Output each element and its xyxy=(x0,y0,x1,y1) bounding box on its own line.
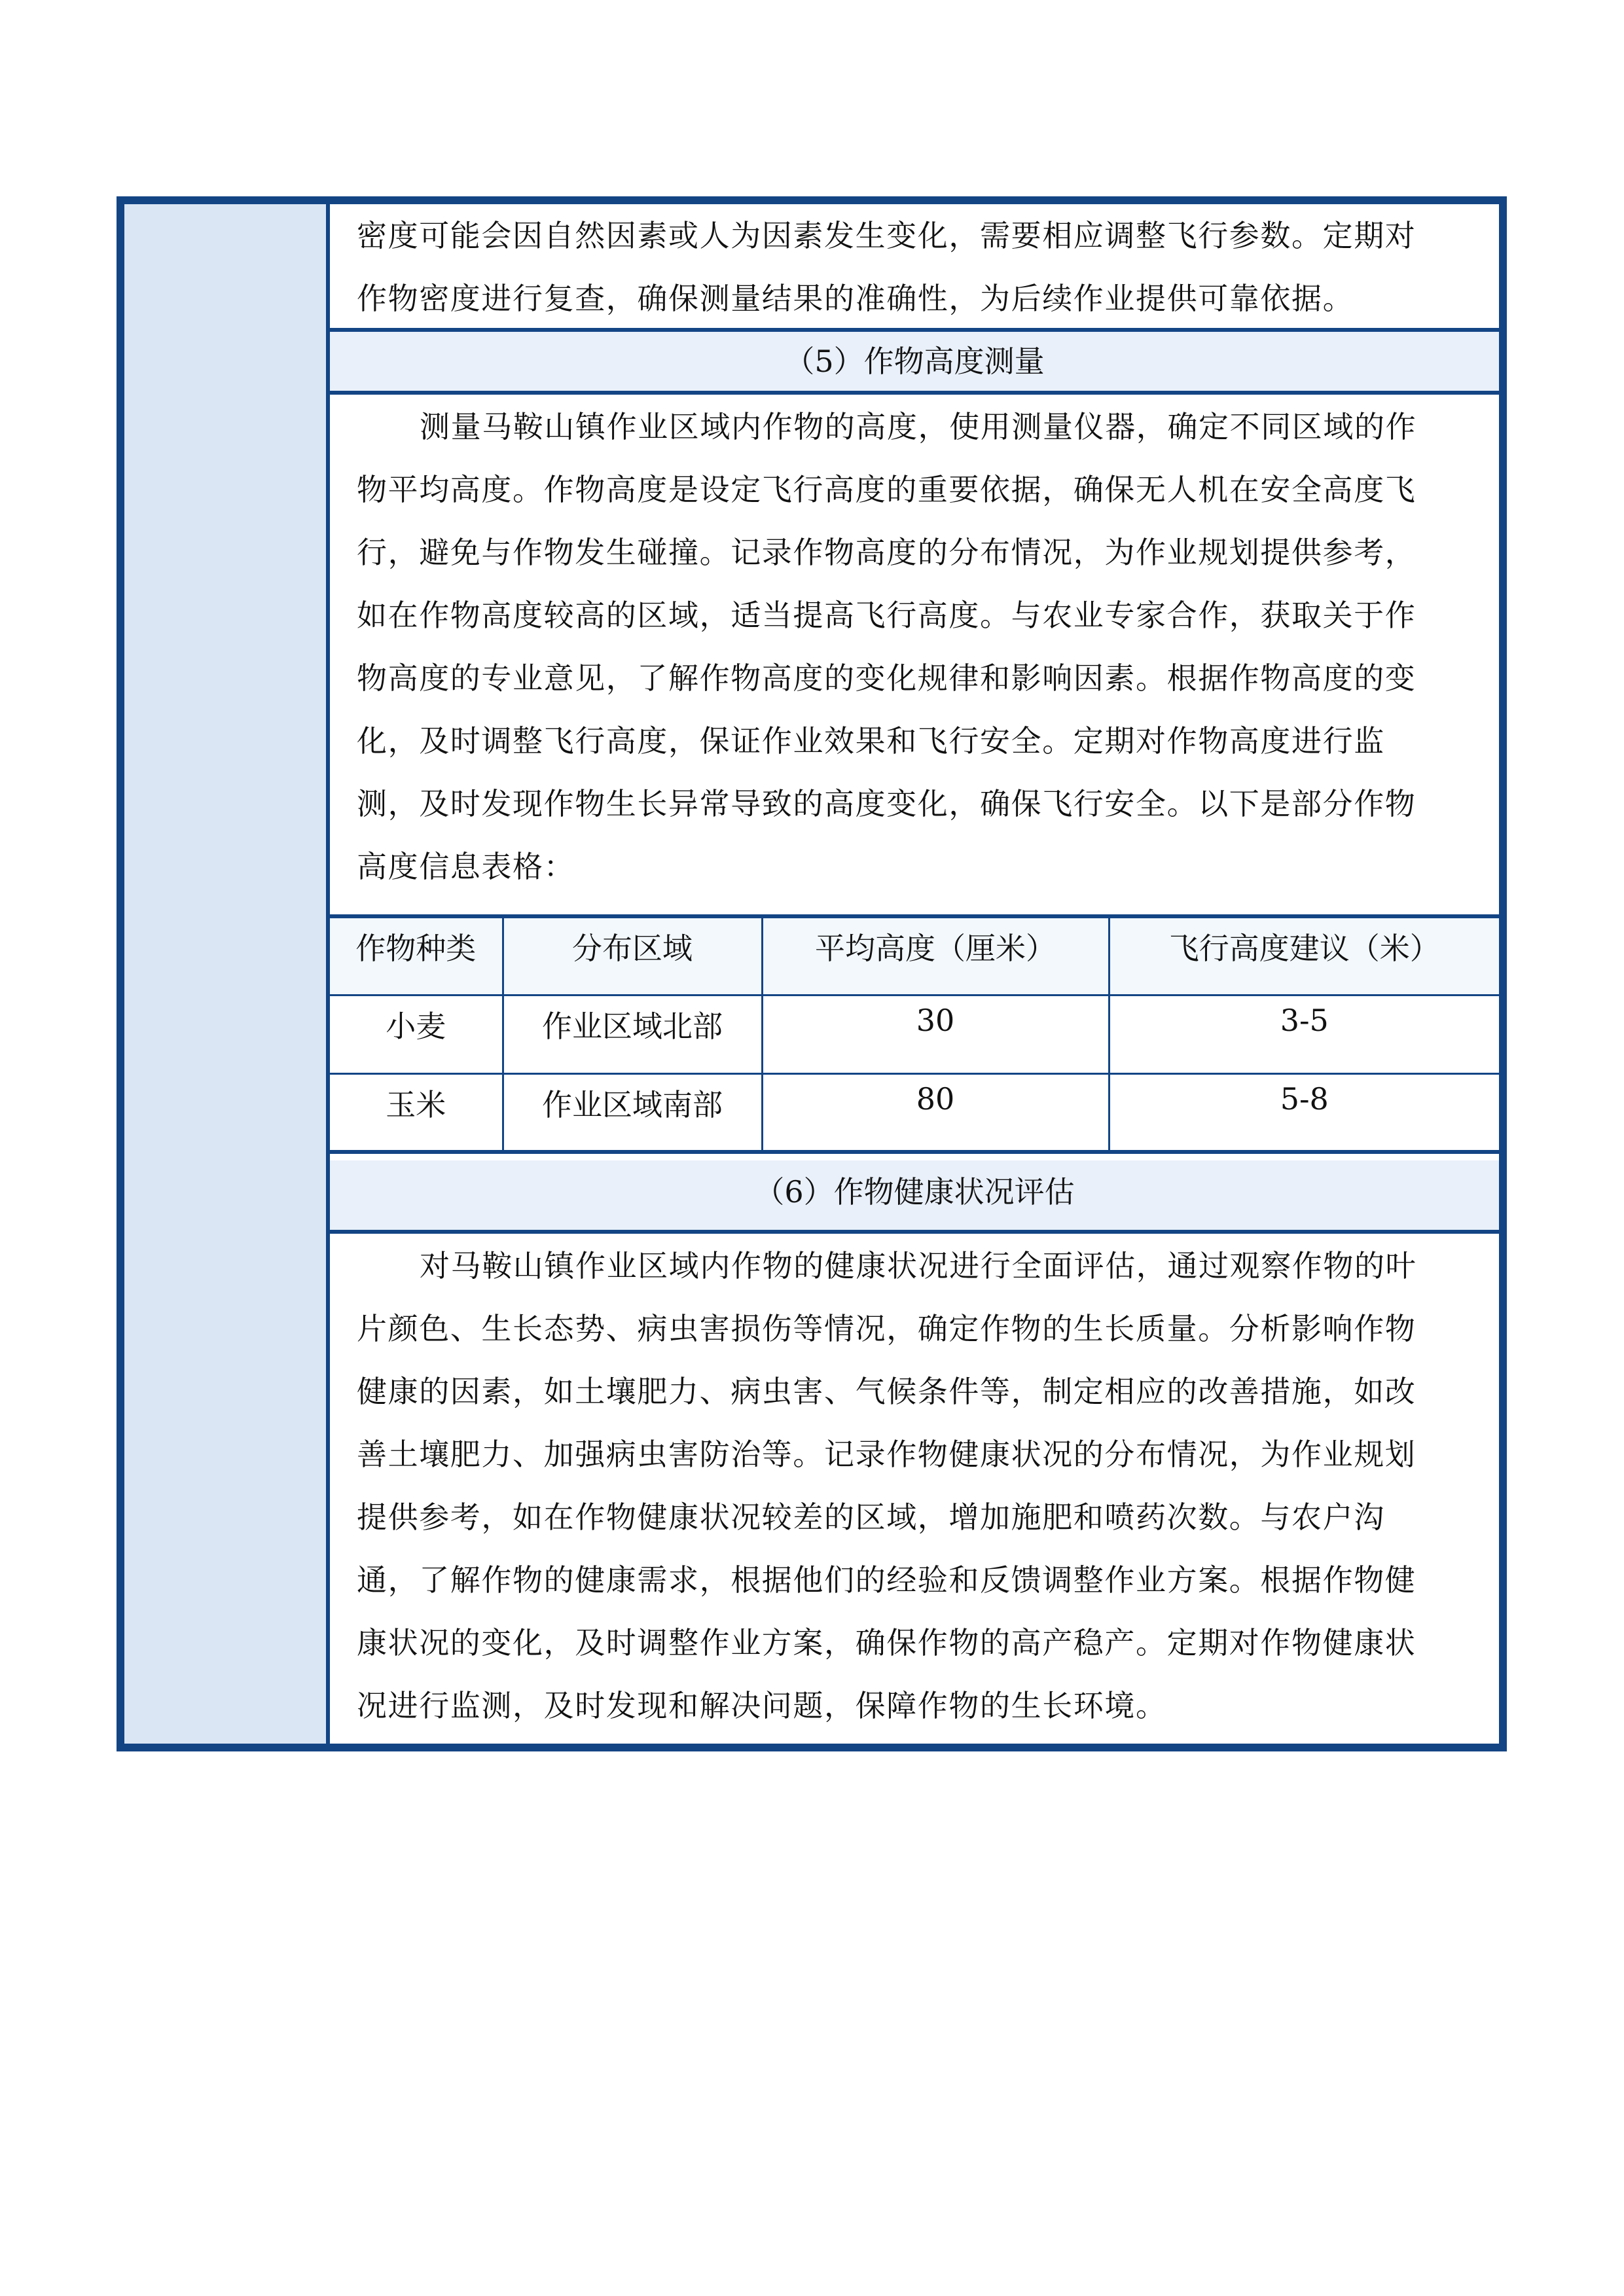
table-cell: 30 xyxy=(762,995,1109,1073)
paragraph-line: 康状况的变化，及时调整作业方案，确保作物的高产稳产。定期对作物健康状 xyxy=(357,1625,1416,1660)
crop-health-paragraph xyxy=(330,1234,1499,1737)
column-header: 作物种类 xyxy=(330,916,503,995)
table-row xyxy=(330,1073,1499,1152)
paragraph-line: 如在作物高度较高的区域，适当提高飞行高度。与农业专家合作，获取关于作 xyxy=(357,598,1416,633)
paragraph-line: 行，避免与作物发生碰撞。记录作物高度的分布情况，为作业规划提供参考， xyxy=(357,535,1416,570)
table-cell: 3-5 xyxy=(1109,995,1499,1073)
section-title: （6）作物健康状况评估 xyxy=(754,1174,1075,1210)
section-header-crop-height xyxy=(330,328,1499,395)
table-cell: 玉米 xyxy=(330,1073,503,1152)
table-cell: 小麦 xyxy=(330,995,503,1073)
paragraph-line: 测，及时发现作物生长异常导致的高度变化，确保飞行安全。以下是部分作物 xyxy=(357,786,1416,821)
table-cell: 作业区域南部 xyxy=(503,1073,762,1152)
paragraph-line: 密度可能会因自然因素或人为因素发生变化，需要相应调整飞行参数。定期对 xyxy=(357,218,1416,253)
table-header-row xyxy=(330,916,1499,995)
left-label-column xyxy=(124,204,330,1744)
paragraph-line: 况进行监测，及时发现和解决问题，保障作物的生长环境。 xyxy=(357,1688,1167,1723)
table-row xyxy=(330,995,1499,1073)
paragraph-line: 物平均高度。作物高度是设定飞行高度的重要依据，确保无人机在安全高度飞 xyxy=(357,472,1416,507)
paragraph-line: 对马鞍山镇作业区域内作物的健康状况进行全面评估，通过观察作物的叶 xyxy=(420,1248,1417,1283)
section-header-crop-health xyxy=(330,1160,1499,1234)
crop-height-paragraph xyxy=(330,395,1499,898)
column-header: 平均高度（厘米） xyxy=(762,916,1109,995)
paragraph-line: 化，及时调整飞行高度，保证作业效果和飞行安全。定期对作物高度进行监 xyxy=(357,723,1385,759)
content-frame xyxy=(117,196,1507,1751)
section-title: （5）作物高度测量 xyxy=(784,344,1045,379)
paragraph-line: 片颜色、生长态势、病虫害损伤等情况，确定作物的生长质量。分析影响作物 xyxy=(357,1311,1416,1346)
continuation-paragraph xyxy=(330,204,1499,330)
paragraph-line: 提供参考，如在作物健康状况较差的区域，增加施肥和喷药次数。与农户沟 xyxy=(357,1499,1385,1535)
paragraph-line: 善土壤肥力、加强病虫害防治等。记录作物健康状况的分布情况，为作业规划 xyxy=(357,1437,1416,1472)
paragraph-line: 测量马鞍山镇作业区域内作物的高度，使用测量仪器，确定不同区域的作 xyxy=(420,409,1417,444)
column-header: 飞行高度建议（米） xyxy=(1109,916,1499,995)
paragraph-line: 健康的因素，如土壤肥力、病虫害、气候条件等，制定相应的改善措施，如改 xyxy=(357,1374,1416,1409)
crop-height-table xyxy=(330,914,1499,1154)
table-cell: 80 xyxy=(762,1073,1109,1152)
table-cell: 作业区域北部 xyxy=(503,995,762,1073)
table-cell: 5-8 xyxy=(1109,1073,1499,1152)
paragraph-line: 作物密度进行复查，确保测量结果的准确性，为后续作业提供可靠依据。 xyxy=(357,281,1354,316)
paragraph-line: 高度信息表格： xyxy=(357,849,575,884)
content-column xyxy=(330,204,1499,1744)
column-header: 分布区域 xyxy=(503,916,762,995)
paragraph-line: 物高度的专业意见，了解作物高度的变化规律和影响因素。根据作物高度的变 xyxy=(357,660,1416,696)
paragraph-line: 通，了解作物的健康需求，根据他们的经验和反馈调整作业方案。根据作物健 xyxy=(357,1562,1416,1598)
